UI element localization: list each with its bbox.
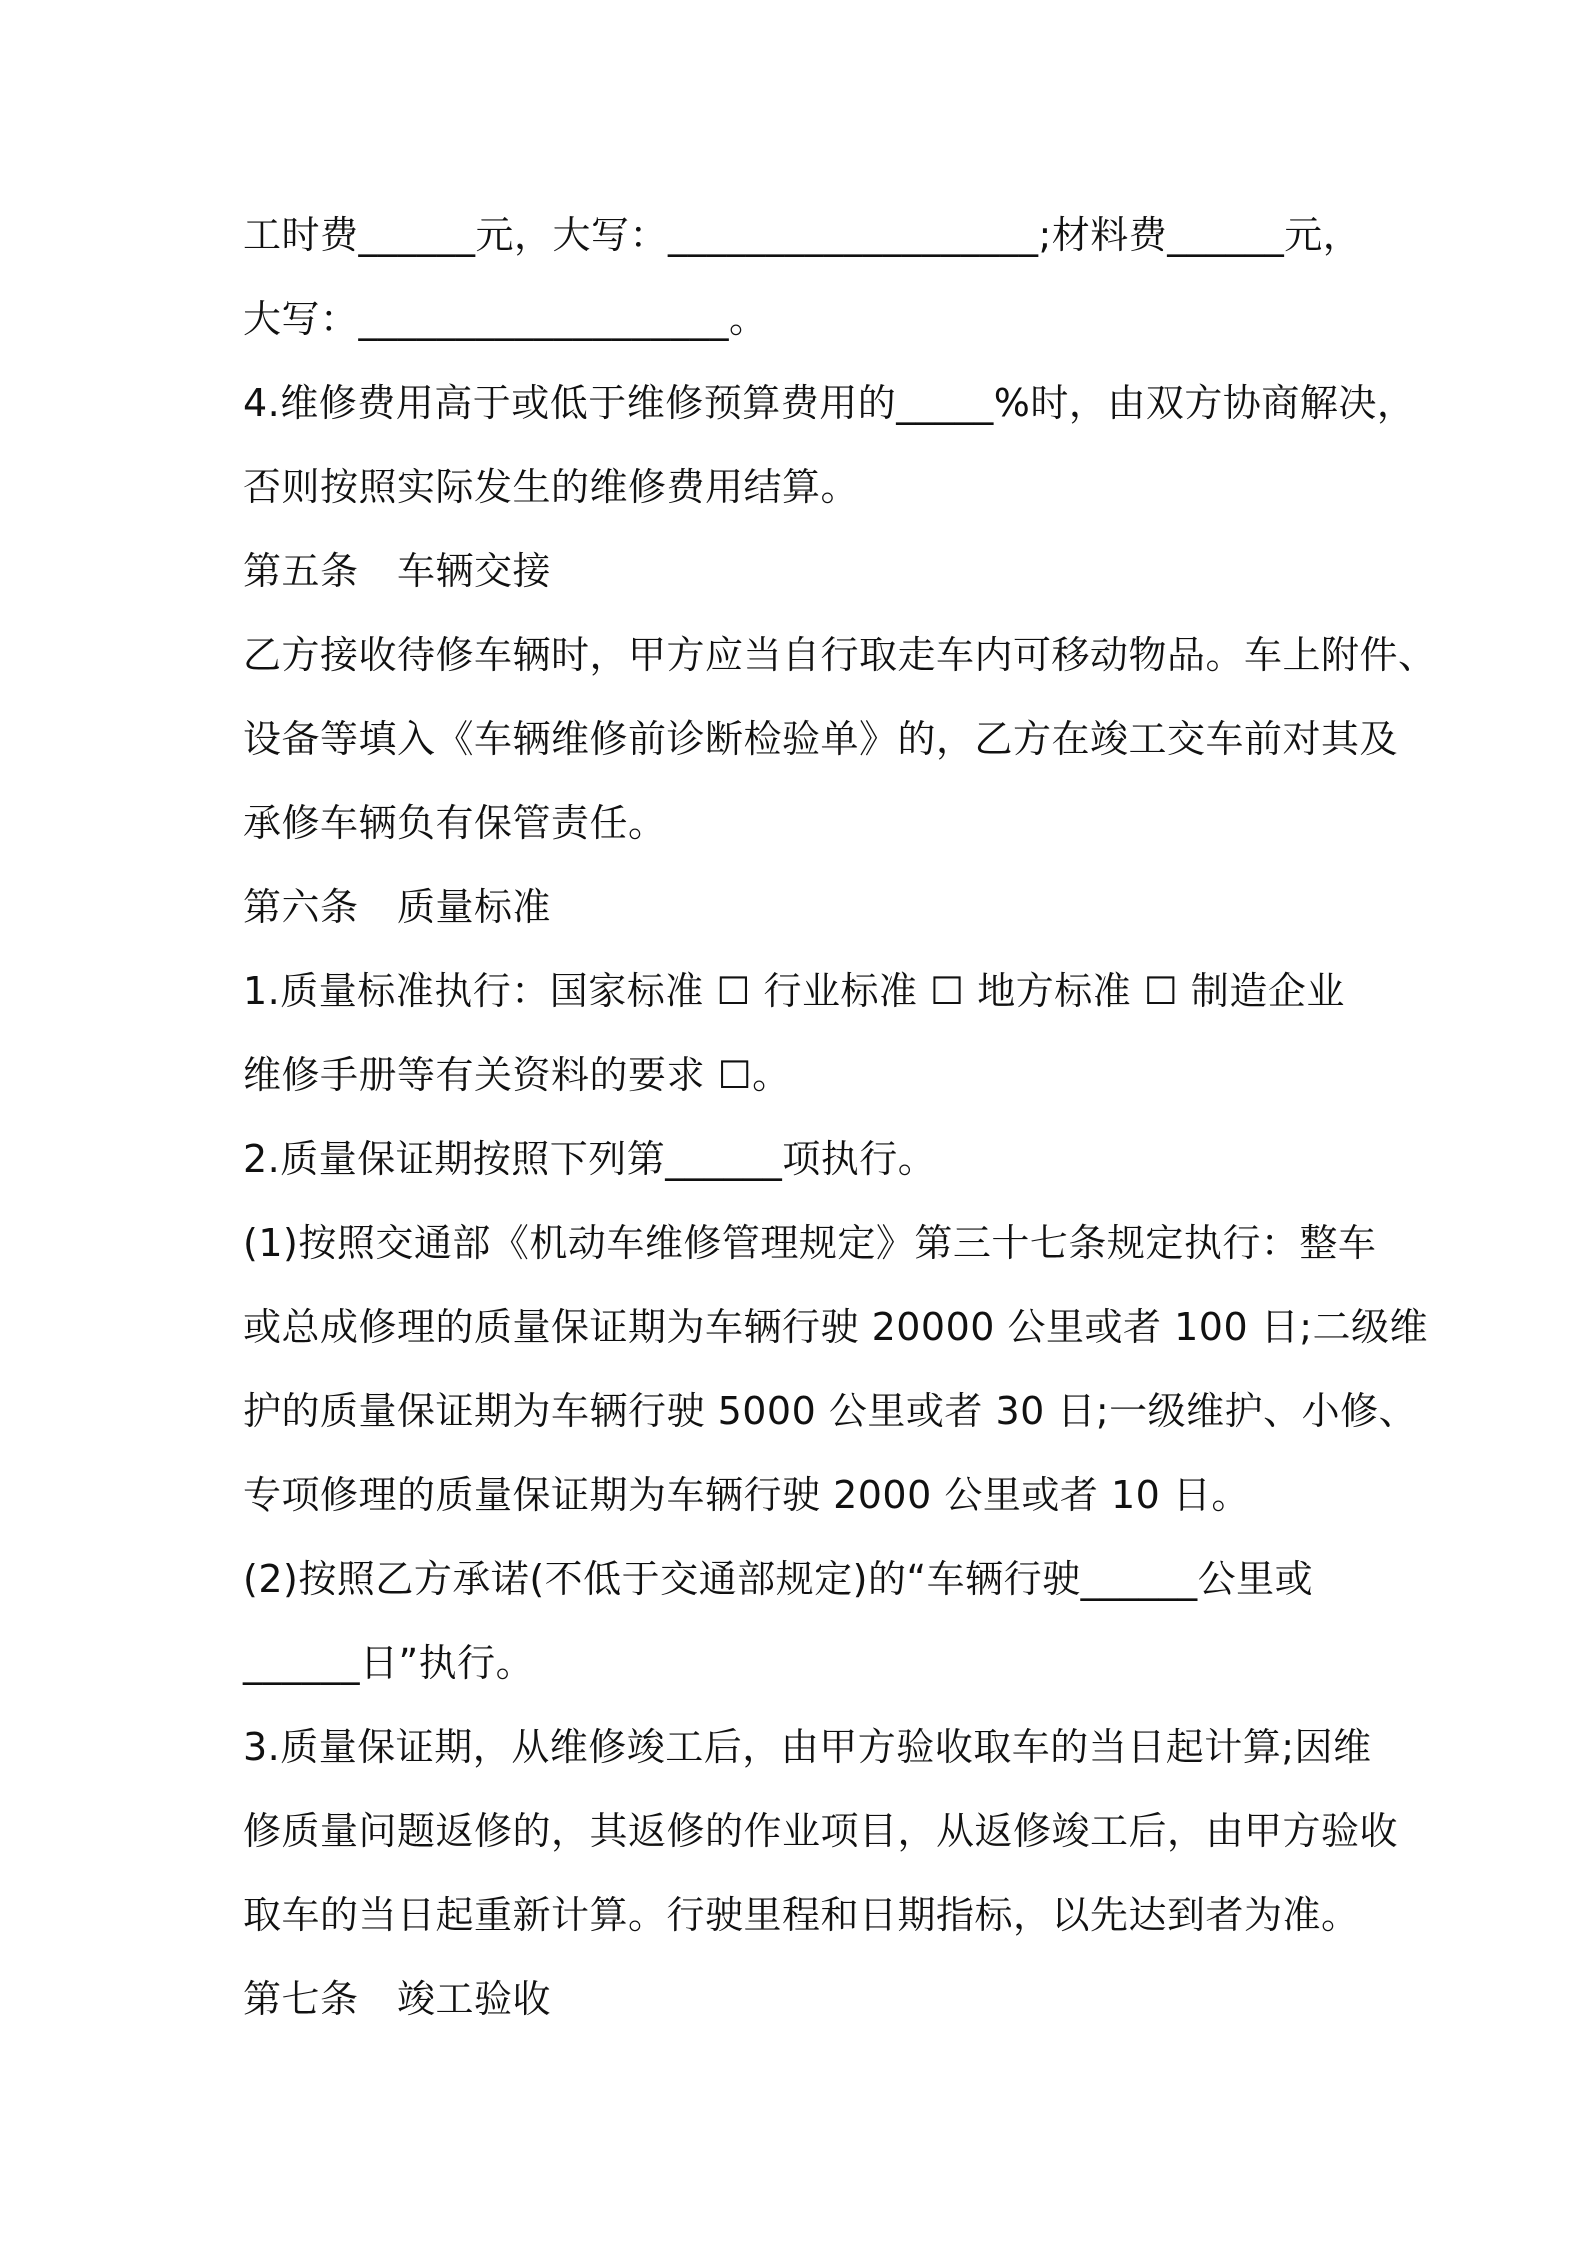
warranty-option-2-line-1: (2)按照乙方承诺(不低于交通部规定)的“车辆行驶______公里或: [243, 1557, 1314, 1601]
warranty-start-line-2: 修质量问题返修的，其返修的作业项目，从返修竣工后，由甲方验收: [243, 1809, 1399, 1853]
warranty-option-1-line-3: 护的质量保证期为车辆行驶 5000 公里或者 30 日;一级维护、小修、: [243, 1389, 1418, 1433]
clause-4-settlement: 否则按照实际发生的维修费用结算。: [243, 465, 860, 509]
warranty-option-1-line-4: 专项修理的质量保证期为车辆行驶 2000 公里或者 10 日。: [243, 1473, 1250, 1517]
warranty-option-1-line-1: (1)按照交通部《机动车维修管理规定》第三十七条规定执行：整车: [243, 1221, 1377, 1265]
text-line-fee-amounts: 工时费______元，大写：___________________;材料费______元，: [243, 213, 1362, 257]
article-5-text-line-1: 乙方接收待修车辆时，甲方应当自行取走车内可移动物品。车上附件、: [243, 633, 1437, 677]
article-7-heading: 第七条 竣工验收: [243, 1977, 552, 2021]
warranty-start-line-1: 3.质量保证期，从维修竣工后，由甲方验收取车的当日起计算;因维: [243, 1725, 1372, 1769]
warranty-start-line-3: 取车的当日起重新计算。行驶里程和日期指标，以先达到者为准。: [243, 1893, 1360, 1937]
clause-4-budget-variance: 4.维修费用高于或低于维修预算费用的_____%时，由双方协商解决，: [243, 381, 1416, 425]
article-5-text-line-2: 设备等填入《车辆维修前诊断检验单》的，乙方在竣工交车前对其及: [243, 717, 1399, 761]
warranty-option-1-line-2: 或总成修理的质量保证期为车辆行驶 20000 公里或者 100 日;二级维: [243, 1305, 1429, 1349]
article-5-text-line-3: 承修车辆负有保管责任。: [243, 801, 667, 845]
text-line-fee-uppercase: 大写：___________________。: [243, 297, 768, 341]
article-5-heading: 第五条 车辆交接: [243, 549, 552, 593]
quality-standard-options: 1.质量标准执行：国家标准 ☐ 行业标准 ☐ 地方标准 ☐ 制造企业: [243, 969, 1345, 1013]
quality-standard-options-cont: 维修手册等有关资料的要求 ☐。: [243, 1053, 791, 1097]
warranty-period-clause: 2.质量保证期按照下列第______项执行。: [243, 1137, 937, 1181]
document-page: [243, 193, 1437, 2041]
warranty-option-2-line-2: ______日”执行。: [243, 1641, 535, 1685]
article-6-heading: 第六条 质量标准: [243, 885, 552, 929]
